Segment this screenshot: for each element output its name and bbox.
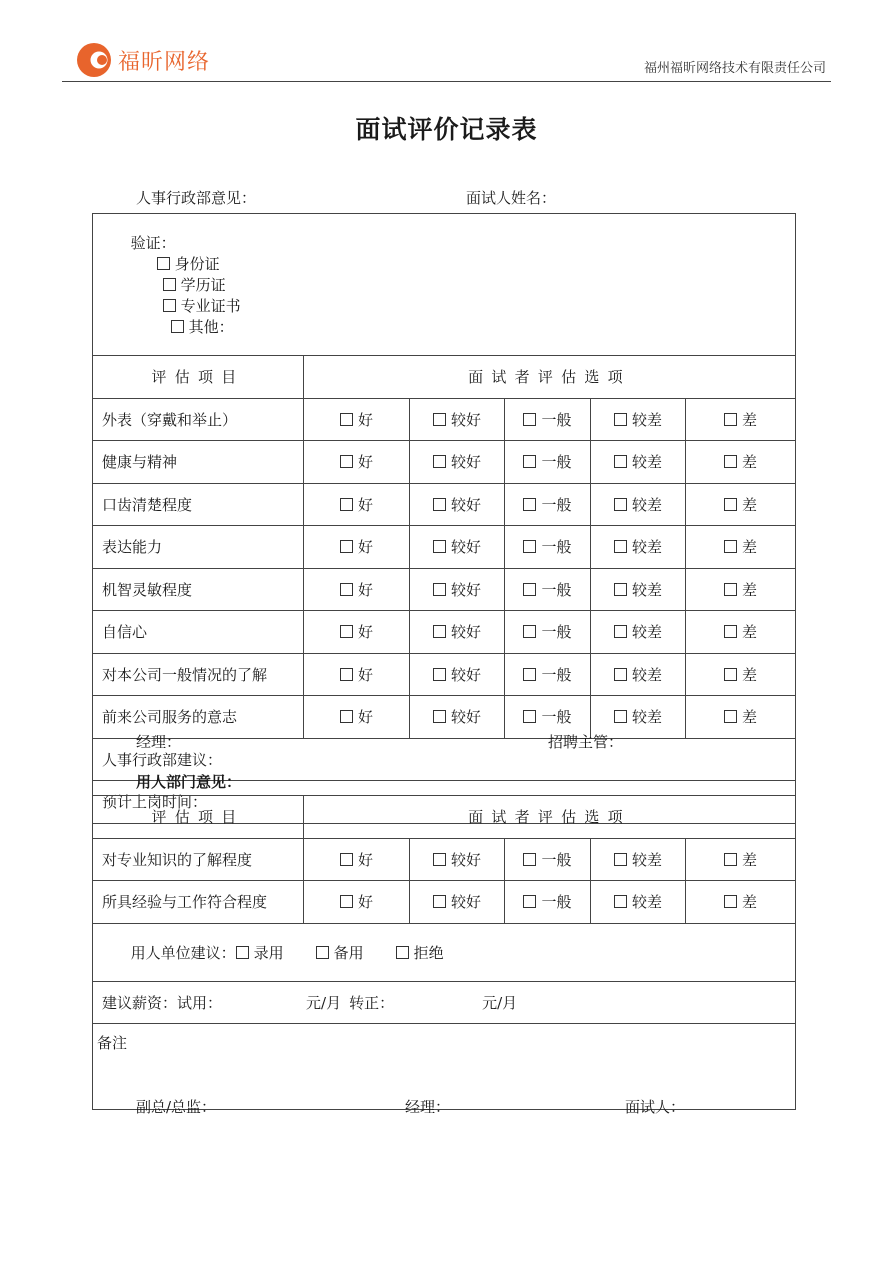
evaluation-item-label: 前来公司服务的意志 [93, 696, 304, 739]
checkbox-icon [340, 413, 353, 426]
evaluation-item-label: 自信心 [93, 611, 304, 654]
checkbox-icon [340, 498, 353, 511]
rating-option[interactable]: 一般 [505, 483, 591, 526]
checkbox-icon [614, 853, 627, 866]
checkbox-icon [340, 625, 353, 638]
page-header [0, 0, 893, 84]
verify-other[interactable]: 其他： [171, 318, 234, 336]
table-row [93, 526, 796, 569]
header-item: 评估项目 [93, 356, 304, 399]
expected-date-field[interactable]: 预计上岗时间： [93, 781, 796, 824]
checkbox-icon [340, 455, 353, 468]
recruiter-signature-label: 招聘主管： [548, 733, 624, 751]
checkbox-icon [433, 498, 446, 511]
checkbox-icon [171, 320, 184, 333]
checkbox-icon [724, 583, 737, 596]
checkbox-icon [614, 455, 627, 468]
rating-option[interactable]: 好 [304, 441, 410, 484]
rating-option[interactable]: 一般 [505, 611, 591, 654]
salary-field[interactable] [93, 981, 796, 1024]
rating-option[interactable]: 较好 [410, 881, 505, 924]
checkbox-icon [724, 668, 737, 681]
checkbox-icon [433, 455, 446, 468]
rating-option[interactable]: 差 [686, 696, 796, 739]
table-row [93, 838, 796, 881]
checkbox-icon [340, 895, 353, 908]
remarks-field[interactable]: 备注 [93, 1024, 796, 1110]
rating-option[interactable]: 好 [304, 611, 410, 654]
header-item: 评估项目 [93, 796, 304, 839]
brand-logo-icon [76, 42, 112, 78]
checkbox-icon [433, 668, 446, 681]
hr-opinion-label: 人事行政部意见： [136, 189, 257, 207]
rating-option[interactable]: 较差 [591, 441, 686, 484]
rating-option[interactable]: 一般 [505, 526, 591, 569]
rating-option[interactable]: 较差 [591, 568, 686, 611]
rating-option[interactable]: 差 [686, 526, 796, 569]
checkbox-icon [523, 455, 536, 468]
table-row [93, 568, 796, 611]
brand-name: 福昕网络 [118, 49, 211, 75]
checkbox-icon [523, 413, 536, 426]
vp-signature-label: 副总/总监： [136, 1098, 217, 1116]
rating-option[interactable]: 较差 [591, 881, 686, 924]
rating-option[interactable]: 差 [686, 653, 796, 696]
checkbox-icon [523, 895, 536, 908]
checkbox-icon [433, 853, 446, 866]
header-divider [62, 81, 831, 82]
verify-diploma[interactable]: 学历证 [163, 276, 226, 294]
verify-certificate[interactable]: 专业证书 [163, 297, 241, 315]
table-header-row [93, 356, 796, 399]
checkbox-icon [523, 625, 536, 638]
checkbox-icon [433, 895, 446, 908]
evaluation-item-label: 外表（穿戴和举止） [93, 398, 304, 441]
manager-signature-label-2: 经理： [405, 1098, 451, 1116]
checkbox-icon [523, 583, 536, 596]
salary-unit-trial: 元/月 [306, 993, 342, 1012]
rating-option[interactable]: 一般 [505, 881, 591, 924]
salary-regular-label: 转正： [349, 993, 395, 1012]
interviewer-signature-label: 面试人： [625, 1098, 686, 1116]
page-title: 面试评价记录表 [355, 115, 538, 144]
salary-row [93, 981, 796, 1024]
checkbox-icon [433, 540, 446, 553]
checkbox-icon [523, 540, 536, 553]
rating-option[interactable]: 较好 [410, 526, 505, 569]
option-hire[interactable]: 录用 [236, 944, 284, 962]
checkbox-icon [433, 583, 446, 596]
header-options: 面试者评估选项 [304, 796, 796, 839]
evaluation-item-label: 机智灵敏程度 [93, 568, 304, 611]
rating-option[interactable]: 较好 [410, 611, 505, 654]
checkbox-icon [340, 583, 353, 596]
rating-option[interactable]: 差 [686, 398, 796, 441]
rating-option[interactable]: 较好 [410, 838, 505, 881]
checkbox-icon [614, 583, 627, 596]
brand-logo [76, 40, 210, 80]
rating-option[interactable]: 好 [304, 398, 410, 441]
rating-option[interactable]: 较好 [410, 398, 505, 441]
rating-option[interactable]: 差 [686, 568, 796, 611]
checkbox-icon [340, 853, 353, 866]
checkbox-icon [614, 540, 627, 553]
rating-option[interactable]: 好 [304, 881, 410, 924]
checkbox-icon [163, 299, 176, 312]
option-reject[interactable]: 拒绝 [396, 944, 444, 962]
evaluation-item-label: 对专业知识的了解程度 [93, 838, 304, 881]
rating-option[interactable]: 一般 [505, 568, 591, 611]
interviewee-name-label: 面试人姓名： [466, 189, 557, 207]
table-row [93, 441, 796, 484]
checkbox-icon [236, 946, 249, 959]
salary-label: 建议薪资：试用： [102, 993, 223, 1012]
checkbox-icon [724, 498, 737, 511]
hr-evaluation-table [92, 213, 796, 824]
rating-option[interactable]: 差 [686, 838, 796, 881]
checkbox-icon [523, 498, 536, 511]
rating-option[interactable]: 一般 [505, 398, 591, 441]
checkbox-icon [724, 853, 737, 866]
evaluation-item-label: 对本公司一般情况的了解 [93, 653, 304, 696]
table-row [93, 483, 796, 526]
rating-option[interactable]: 较好 [410, 568, 505, 611]
rating-option[interactable]: 较好 [410, 653, 505, 696]
rating-option[interactable]: 好 [304, 838, 410, 881]
rating-option[interactable]: 较差 [591, 696, 686, 739]
checkbox-icon [724, 413, 737, 426]
evaluation-item-label: 所具经验与工作符合程度 [93, 881, 304, 924]
rating-option[interactable]: 较差 [591, 526, 686, 569]
checkbox-icon [396, 946, 409, 959]
checkbox-icon [433, 413, 446, 426]
rating-option[interactable]: 好 [304, 696, 410, 739]
checkbox-icon [724, 710, 737, 723]
rating-option[interactable]: 差 [686, 483, 796, 526]
rating-option[interactable]: 差 [686, 611, 796, 654]
checkbox-icon [433, 710, 446, 723]
rating-option[interactable]: 较差 [591, 398, 686, 441]
rating-option[interactable]: 一般 [505, 696, 591, 739]
rating-option[interactable]: 一般 [505, 441, 591, 484]
verify-row [93, 214, 796, 356]
rating-option[interactable]: 好 [304, 653, 410, 696]
dept-suggestion-row [93, 923, 796, 981]
rating-option[interactable]: 较差 [591, 653, 686, 696]
checkbox-icon [433, 625, 446, 638]
checkbox-icon [724, 540, 737, 553]
table-row [93, 653, 796, 696]
rating-option[interactable]: 一般 [505, 653, 591, 696]
verify-id-card[interactable]: 身份证 [157, 255, 220, 273]
evaluation-item-label: 健康与精神 [93, 441, 304, 484]
checkbox-icon [724, 455, 737, 468]
table-row [93, 611, 796, 654]
table-row [93, 398, 796, 441]
dept-evaluation-table [92, 795, 796, 1110]
checkbox-icon [724, 895, 737, 908]
rating-option[interactable]: 好 [304, 568, 410, 611]
rating-option[interactable]: 较好 [410, 441, 505, 484]
checkbox-icon [523, 668, 536, 681]
rating-option[interactable]: 较差 [591, 483, 686, 526]
rating-option[interactable]: 差 [686, 441, 796, 484]
manager-signature-label: 经理： [136, 733, 182, 751]
option-reserve[interactable]: 备用 [316, 944, 364, 962]
salary-unit-regular: 元/月 [482, 993, 518, 1012]
checkbox-icon [316, 946, 329, 959]
checkbox-icon [523, 710, 536, 723]
verify-label: 验证： [130, 234, 176, 252]
dept-suggestion-label: 用人单位建议： [130, 943, 236, 962]
rating-option[interactable]: 较好 [410, 483, 505, 526]
checkbox-icon [614, 413, 627, 426]
checkbox-icon [157, 257, 170, 270]
checkbox-icon [614, 668, 627, 681]
header-options: 面试者评估选项 [304, 356, 796, 399]
rating-option[interactable]: 较差 [591, 611, 686, 654]
evaluation-item-label: 表达能力 [93, 526, 304, 569]
checkbox-icon [614, 625, 627, 638]
company-name: 福州福昕网络技术有限责任公司 [643, 61, 826, 76]
rating-option[interactable]: 差 [686, 881, 796, 924]
table-header-row [93, 796, 796, 839]
checkbox-icon [340, 710, 353, 723]
checkbox-icon [340, 668, 353, 681]
checkbox-icon [724, 625, 737, 638]
rating-option[interactable]: 一般 [505, 838, 591, 881]
rating-option[interactable]: 较好 [410, 696, 505, 739]
rating-option[interactable]: 好 [304, 483, 410, 526]
checkbox-icon [163, 278, 176, 291]
table-row [93, 696, 796, 739]
checkbox-icon [523, 853, 536, 866]
dept-opinion-label: 用人部门意见： [136, 773, 242, 791]
checkbox-icon [340, 540, 353, 553]
rating-option[interactable]: 较差 [591, 838, 686, 881]
table-row [93, 881, 796, 924]
checkbox-icon [614, 710, 627, 723]
rating-option[interactable]: 好 [304, 526, 410, 569]
checkbox-icon [614, 895, 627, 908]
evaluation-item-label: 口齿清楚程度 [93, 483, 304, 526]
hr-suggestion-field[interactable]: 人事行政部建议： [93, 738, 796, 781]
checkbox-icon [614, 498, 627, 511]
